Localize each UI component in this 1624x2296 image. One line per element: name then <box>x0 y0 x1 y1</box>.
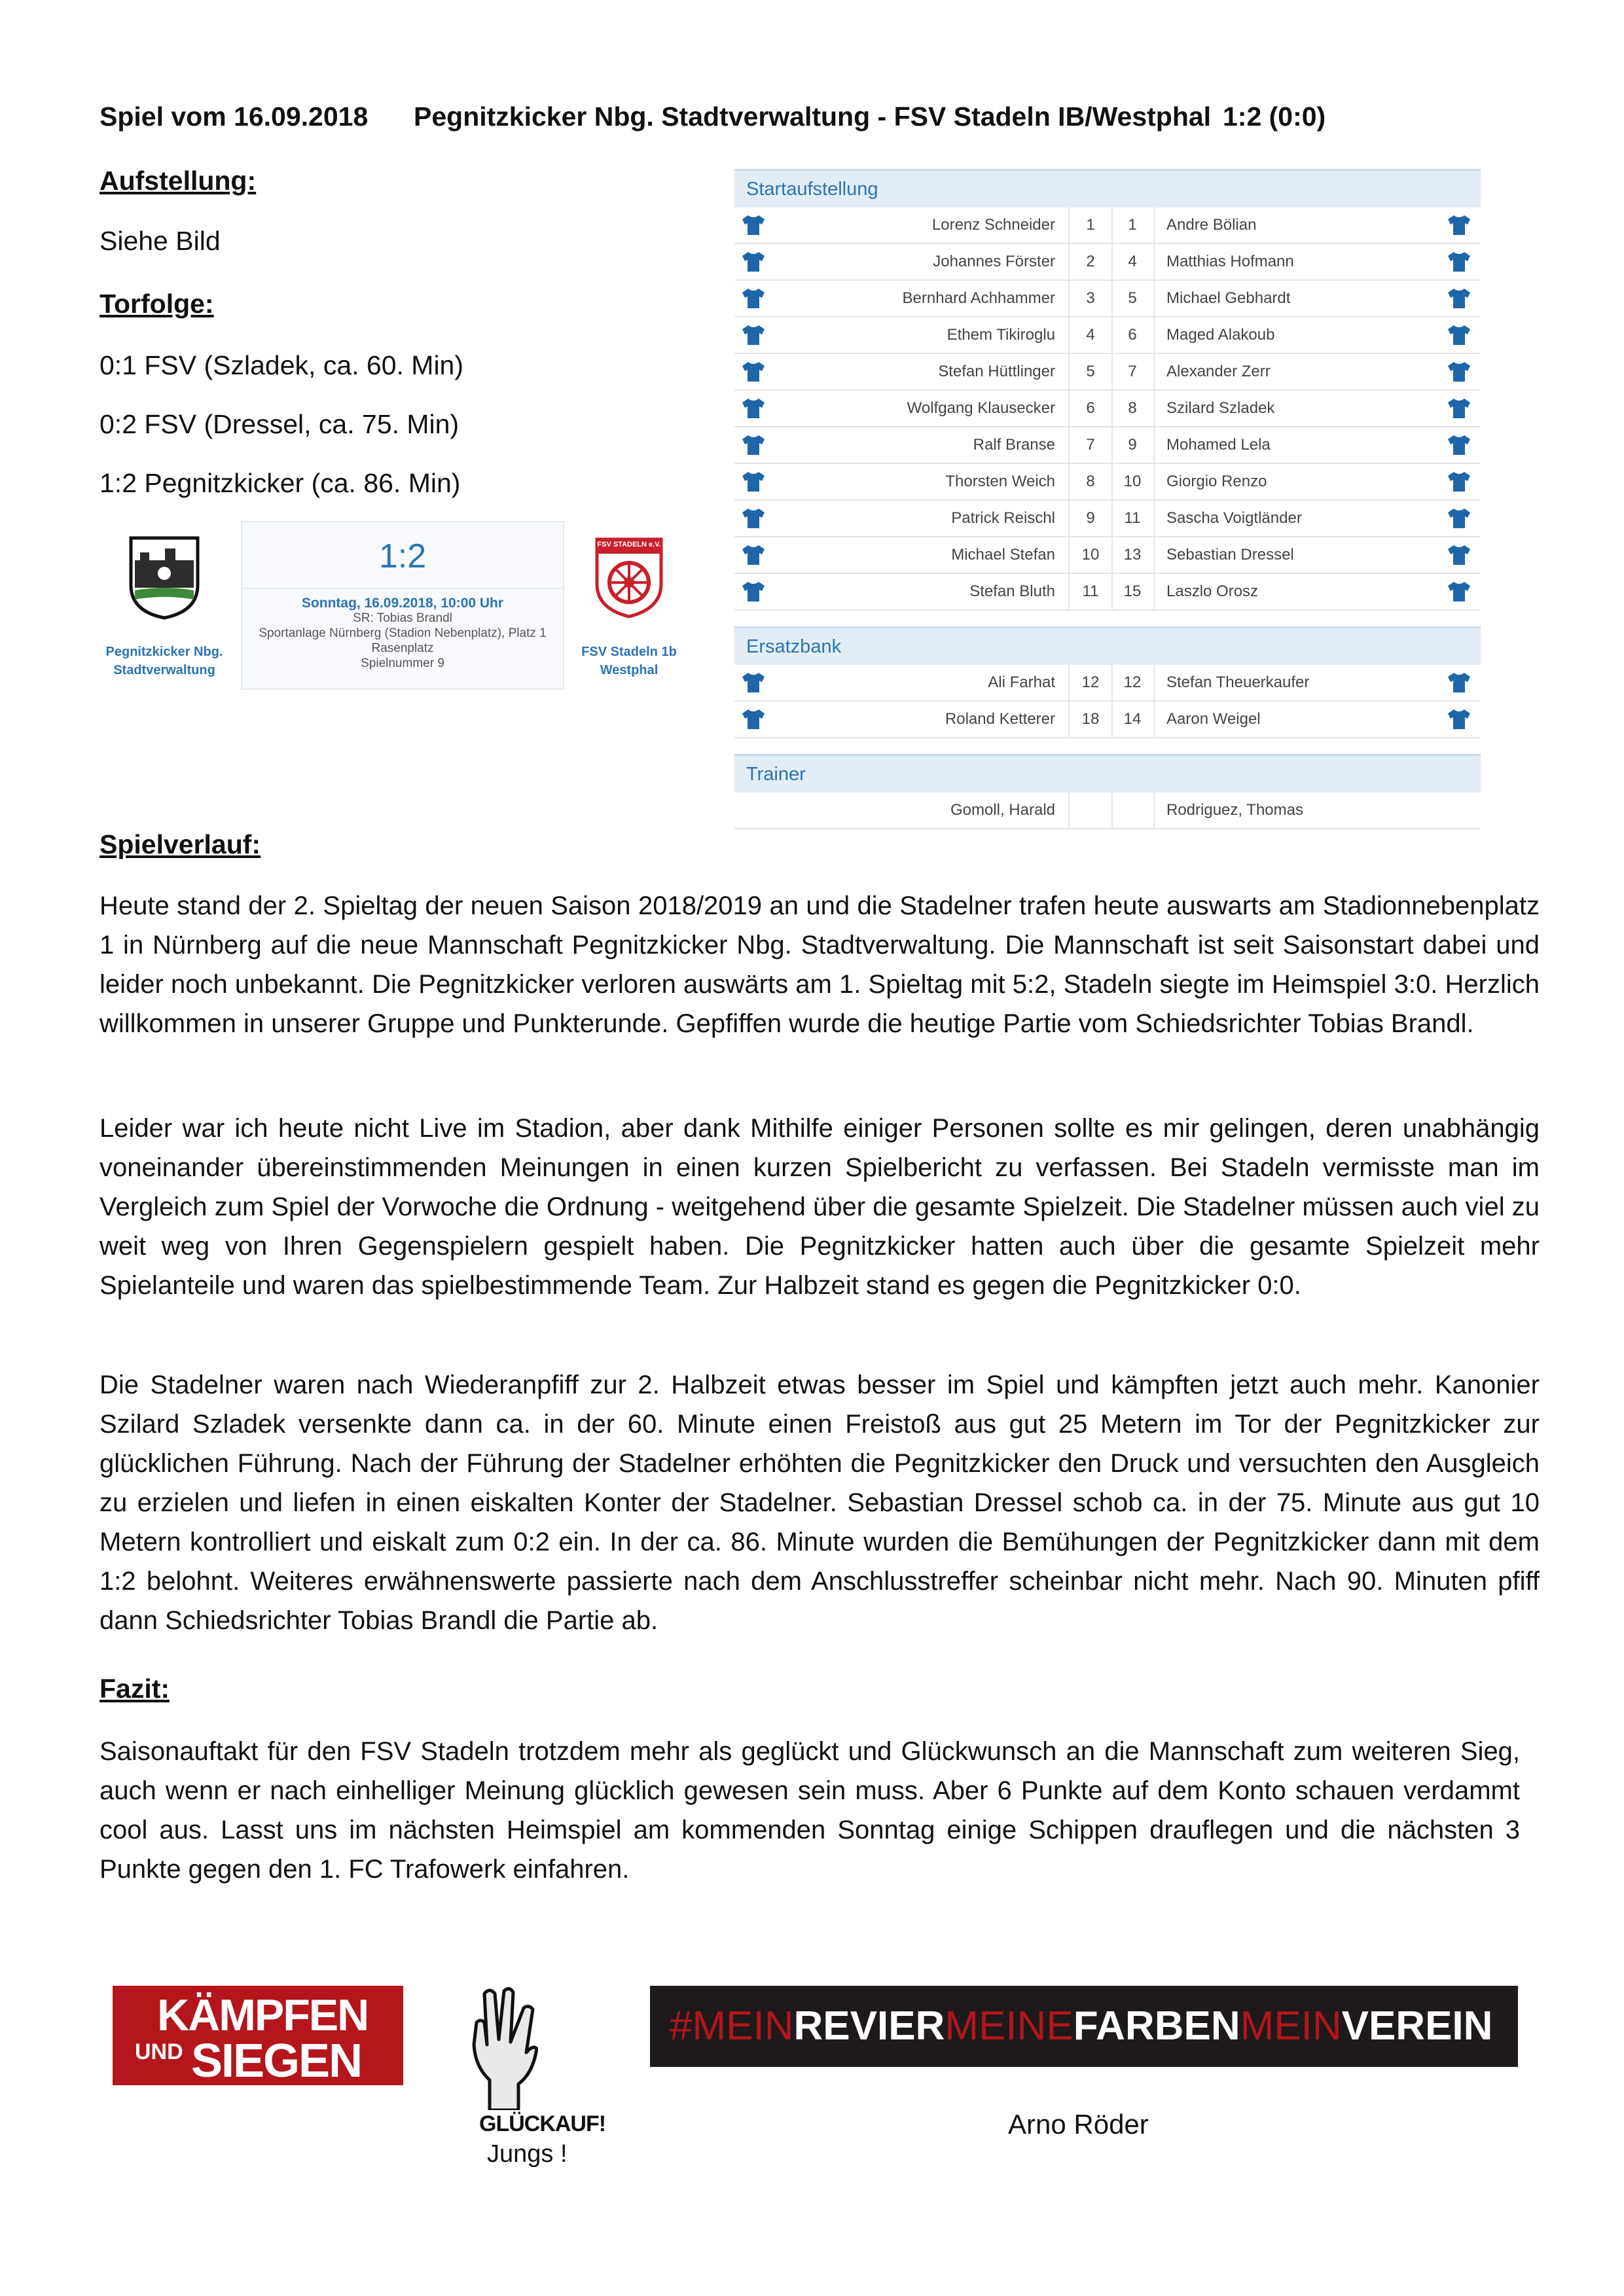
away-player[interactable]: Stefan Theuerkaufer <box>1166 673 1310 691</box>
home-player[interactable]: Michael Stefan <box>951 546 1055 564</box>
away-number: 14 <box>1111 702 1155 737</box>
start-row <box>734 281 1481 317</box>
away-player[interactable]: Szilard Szladek <box>1166 399 1275 417</box>
match-card <box>241 521 564 690</box>
home-player[interactable]: Roland Ketterer <box>945 710 1055 728</box>
away-shirt-icon <box>1447 251 1471 273</box>
trainer-heading: Trainer <box>734 754 1481 793</box>
home-number: 7 <box>1068 427 1113 463</box>
start-row <box>734 317 1481 354</box>
home-player[interactable]: Lorenz Schneider <box>931 216 1055 234</box>
away-trainer: Rodriguez, Thomas <box>1166 801 1303 819</box>
away-number: 4 <box>1111 244 1155 279</box>
away-shirt-icon <box>1447 708 1471 730</box>
away-number: 1 <box>1111 207 1155 243</box>
away-number: 15 <box>1111 574 1155 609</box>
banner-revier: REVIER <box>793 2003 945 2049</box>
away-player[interactable]: Mohamed Lela <box>1166 436 1271 454</box>
home-number: 11 <box>1068 574 1113 609</box>
away-shirt-icon <box>1447 324 1471 346</box>
match-title: Pegnitzkicker Nbg. Stadtverwaltung - FSV Stadeln IB/Westphal <box>414 101 1212 132</box>
start-row <box>734 464 1481 501</box>
start-row <box>734 574 1481 611</box>
away-shirt-icon <box>1447 214 1471 236</box>
away-player[interactable]: Alexander Zerr <box>1166 363 1271 380</box>
bench-row <box>734 702 1481 738</box>
home-player[interactable]: Thorsten Weich <box>945 473 1055 490</box>
trainer-spacer-right <box>1111 793 1155 828</box>
goal-2: 0:2 FSV (Dressel, ca. 75. Min) <box>99 409 460 439</box>
away-shirt-icon <box>1447 361 1471 383</box>
away-player[interactable]: Andre Bölian <box>1166 216 1257 234</box>
away-number: 5 <box>1111 281 1155 316</box>
away-player[interactable]: Maged Alakoub <box>1166 326 1275 344</box>
banner-mein-2: MEIN <box>1240 2003 1342 2049</box>
home-team-name: Pegnitzkicker Nbg. Stadtverwaltung <box>105 645 223 677</box>
spielverlauf-paragraph-1: Heute stand der 2. Spieltag der neuen Saison 2018/2019 an und die Stadelner trafen heute auswarts am Stadionnebenplatz 1 in Nürnberg auf die neue Mannschaft Pegnitzkicker Nbg. Stadtverwaltung. Die Mannschaft ist seit Saisonstart dabei und leider noch unbekannt. Die Pegnitzkicker verloren auswärts am 1. Spieltag mit 5:2, Stadeln siegte im Heimspiel 3:0. Herzlich willkommen in unserer Gruppe und Punkterunde. Gepfiffen wurde die heutige Partie vom Schiedsrichter Tobias Brandl. <box>99 891 1540 1038</box>
mein-revier-banner <box>650 1986 1518 2067</box>
home-number: 4 <box>1068 317 1113 353</box>
home-number: 10 <box>1068 537 1113 573</box>
start-row <box>734 501 1481 537</box>
goal-3: 1:2 Pegnitzkicker (ca. 86. Min) <box>99 468 461 498</box>
bench-heading: Ersatzbank <box>734 626 1481 665</box>
hand-icon <box>470 1982 538 2110</box>
away-number: 12 <box>1111 665 1155 700</box>
banner-kaempfen: KÄMPFEN <box>157 1990 369 2040</box>
author-name: Arno Röder <box>1008 2109 1149 2140</box>
trainer-spacer-left <box>1068 793 1113 828</box>
home-number: 18 <box>1068 702 1113 737</box>
start-row <box>734 354 1481 391</box>
away-team-name: FSV Stadeln 1b Westphal <box>581 645 677 677</box>
start-rows <box>734 207 1481 611</box>
start-row <box>734 207 1481 244</box>
card-surface: Rasenplatz <box>371 641 434 655</box>
home-player[interactable]: Johannes Förster <box>933 253 1055 270</box>
away-shirt-icon <box>1447 287 1471 310</box>
away-shirt-icon <box>1447 544 1471 566</box>
bench-rows <box>734 665 1481 738</box>
home-player[interactable]: Stefan Hüttlinger <box>938 363 1055 380</box>
card-datetime: Sonntag, 16.09.2018, 10:00 Uhr <box>301 596 504 611</box>
goal-1: 0:1 FSV (Szladek, ca. 60. Min) <box>99 350 464 380</box>
away-player[interactable]: Sascha Voigtländer <box>1166 509 1302 527</box>
torfolge-heading: Torfolge: <box>99 289 214 319</box>
home-number: 2 <box>1068 244 1113 279</box>
away-player[interactable]: Giorgio Renzo <box>1166 473 1267 490</box>
banner-verein: VEREIN <box>1341 2003 1493 2049</box>
start-heading: Startaufstellung <box>734 169 1481 207</box>
away-shirt-icon <box>1447 434 1471 456</box>
away-player[interactable]: Aaron Weigel <box>1166 710 1261 728</box>
card-referee: SR: Tobias Brandl <box>353 611 452 625</box>
away-number: 11 <box>1111 501 1155 536</box>
banner-siegen: SIEGEN <box>191 2035 362 2087</box>
lineup-table <box>734 169 1481 829</box>
jungs-text: Jungs ! <box>487 2140 568 2168</box>
away-number: 6 <box>1111 317 1155 353</box>
start-row <box>734 537 1481 574</box>
match-date: Spiel vom 16.09.2018 <box>99 101 369 132</box>
spielverlauf-paragraph-3: Die Stadelner waren nach Wiederanpfiff zur 2. Halbzeit etwas besser im Spiel und kämpften jetzt auch mehr. Kanonier Szilard Szladek versenkte dann ca. in der 60. Minute einen Freistoß aus gut 25 Metern im Tor der Pegnitzkicker zur glücklichen Führung. Nach der Führung der Stadelner erhöhten die Pegnitzkicker den Druck und versuchten den Ausgleich zu erzielen und liefen in einen eiskalten Konter der Stadelner. Sebastian Dressel schob ca. in der 75. Minute aus gut 10 Metern kontrolliert und eiskalt zum 0:2 ein. In der ca. 86. Minute wurden die Bemühungen der Pegnitzkicker dann mit dem 1:2 belohnt. Weiteres erwähnenswerte passierte nach dem Anschlusstreffer scheinbar nicht mehr. Nach 90. Minuten pfiff dann Schiedsrichter Tobias Brandl die Partie ab. <box>99 1371 1540 1635</box>
glueckauf-text: GLÜCKAUF! <box>479 2111 606 2136</box>
home-number: 1 <box>1068 207 1113 243</box>
card-score: 1:2 <box>378 537 427 575</box>
home-number: 9 <box>1068 501 1113 536</box>
aufstellung-text: Siehe Bild <box>99 226 221 256</box>
away-shirt-icon <box>1447 581 1471 603</box>
home-number: 8 <box>1068 464 1113 499</box>
fazit-text: Saisonauftakt für den FSV Stadeln trotzdem mehr als geglückt und Glückwunsch an die Mannschaft zum weiteren Sieg, auch wenn er nach einhelliger Meinung glücklich gewesen sein muss. Aber 6 Punkte auf dem Konto schauen verdammt cool aus. Lasst uns im nächsten Heimspiel am kommenden Sonntag einige Schippen drauflegen und die nächsten 3 Punkte gegen den 1. FC Trafowerk einfahren. <box>99 1737 1520 1884</box>
home-player[interactable]: Ralf Branse <box>973 436 1055 454</box>
home-number: 5 <box>1068 354 1113 389</box>
away-player[interactable]: Sebastian Dressel <box>1166 546 1294 564</box>
kaempfen-siegen-banner <box>113 1986 403 2085</box>
home-number: 12 <box>1068 665 1113 700</box>
trainer-row <box>734 793 1481 829</box>
spielverlauf-paragraph-2: Leider war ich heute nicht Live im Stadion, aber dank Mithilfe einiger Personen sollte es mir gelingen, deren unabhängig voneinander übereinstimmenden Meinungen in einen kurzen Spielbericht zu verfassen. Bei Stadeln vermisste man im Vergleich zum Spiel der Vorwoche die Ordnung - weitgehend über die gesamte Spielzeit. Die Stadelner müssen auch viel zu weit weg von Ihren Gegenspielern gespielt haben. Die Pegnitzkicker hatten auch über die gesamte Spielzeit mehr Spielanteile und waren das spielbestimmende Team. Zur Halbzeit stand es gegen die Pegnitzkicker 0:0. <box>99 1114 1540 1300</box>
banner-meine: MEINE <box>945 2003 1074 2049</box>
home-player[interactable]: Stefan Bluth <box>969 583 1055 600</box>
away-shirt-icon <box>1447 507 1471 529</box>
away-logo-text: FSV STADELN e.V. <box>597 541 661 548</box>
card-game-number: Spielnummer 9 <box>361 656 444 670</box>
spielverlauf-heading: Spielverlauf: <box>99 829 261 859</box>
away-shirt-icon <box>1447 397 1471 420</box>
home-logo-text: PEGNITZ KICKER <box>134 539 195 547</box>
start-row <box>734 244 1481 281</box>
home-trainer: Gomoll, Harald <box>950 801 1055 819</box>
away-number: 9 <box>1111 427 1155 463</box>
home-number: 6 <box>1068 391 1113 426</box>
bench-row <box>734 665 1481 702</box>
banner-mein-1: MEIN <box>692 2003 794 2049</box>
home-player[interactable]: Ethem Tikiroglu <box>947 326 1055 344</box>
away-player[interactable]: Michael Gebhardt <box>1166 289 1291 307</box>
card-venue: Sportanlage Nürnberg (Stadion Nebenplatz), Platz 1 <box>259 626 547 640</box>
banner-farben: FARBEN <box>1073 2003 1240 2049</box>
away-shirt-icon <box>1447 471 1471 493</box>
away-number: 7 <box>1111 354 1155 389</box>
away-number: 13 <box>1111 537 1155 573</box>
banner-und: UND <box>135 2039 183 2064</box>
home-player[interactable]: Patrick Reischl <box>951 509 1055 527</box>
fazit-heading: Fazit: <box>99 1674 170 1704</box>
away-number: 8 <box>1111 391 1155 426</box>
start-row <box>734 427 1481 464</box>
home-player[interactable]: Ali Farhat <box>988 673 1055 691</box>
away-shirt-icon <box>1447 672 1471 694</box>
away-player[interactable]: Matthias Hofmann <box>1166 253 1294 270</box>
home-player[interactable]: Bernhard Achhammer <box>902 289 1055 307</box>
home-player[interactable]: Wolfgang Klausecker <box>907 399 1055 417</box>
home-number: 3 <box>1068 281 1113 316</box>
banner-hash: # <box>670 2003 693 2049</box>
start-row <box>734 391 1481 427</box>
away-player[interactable]: Laszlo Orosz <box>1166 583 1259 600</box>
match-result: 1:2 (0:0) <box>1223 101 1326 132</box>
away-number: 10 <box>1111 464 1155 499</box>
aufstellung-heading: Aufstellung: <box>99 166 257 196</box>
